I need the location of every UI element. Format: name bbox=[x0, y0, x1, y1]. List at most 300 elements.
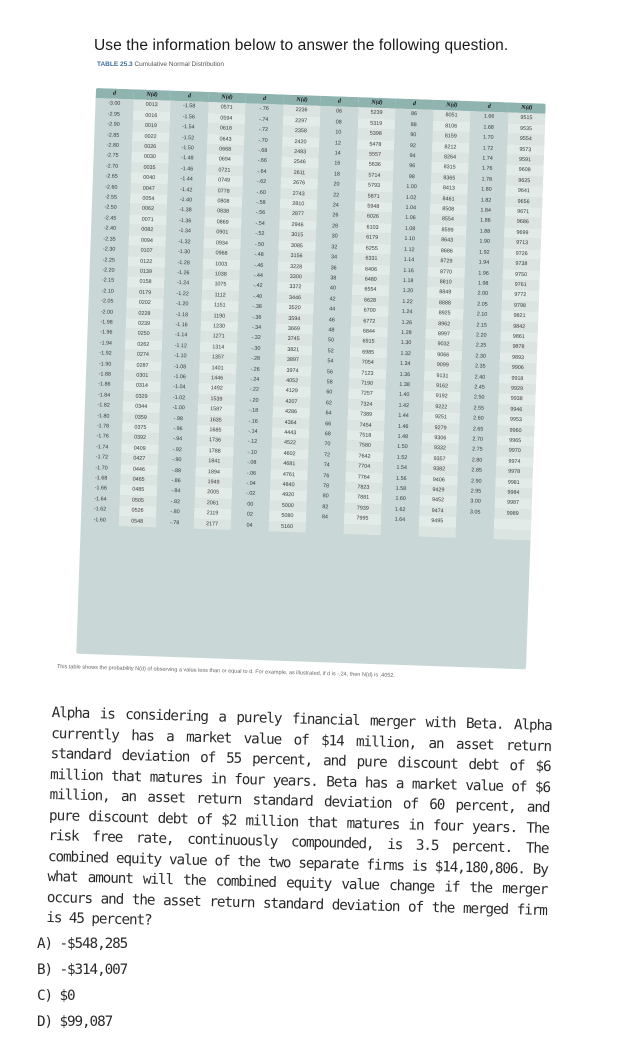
table-cell-nd: 6700 bbox=[351, 305, 389, 317]
table-cell-nd: 3745 bbox=[275, 334, 313, 346]
table-cell-d: -2.05 bbox=[101, 298, 114, 305]
table-cell-d: -1.54 bbox=[182, 124, 195, 131]
table-cell-d: 88 bbox=[410, 121, 417, 129]
table-cell-d: -.76 bbox=[259, 106, 269, 113]
table-cell-nd: 9032 bbox=[425, 339, 463, 351]
table-cell-nd: 9965 bbox=[496, 435, 534, 447]
table-cell-nd: 4286 bbox=[272, 407, 310, 419]
table-cell-nd: 2946 bbox=[279, 219, 317, 231]
table-cell-nd: 8849 bbox=[426, 287, 464, 299]
table-cell-d: 96 bbox=[409, 163, 416, 170]
table-cell-nd: 7642 bbox=[346, 451, 384, 463]
table-column-header: N(d) bbox=[208, 92, 246, 104]
table-cell-d: 86 bbox=[410, 111, 418, 118]
table-cell-d: 1.34 bbox=[399, 360, 411, 368]
table-cell-nd: 3228 bbox=[277, 261, 315, 273]
table-cell-d: -2.30 bbox=[102, 246, 116, 253]
table-cell-d: 1.90 bbox=[479, 238, 490, 246]
table-cell-d: -.98 bbox=[173, 415, 184, 422]
table-cell-d: -1.00 bbox=[172, 405, 185, 412]
table-column-header: d bbox=[171, 91, 209, 103]
table-cell-nd: 3446 bbox=[276, 292, 314, 304]
table-cell-d: -.44 bbox=[253, 272, 264, 279]
table-cell-nd: 0016 bbox=[132, 110, 170, 122]
table-cell-nd: 9306 bbox=[421, 433, 459, 445]
table-cell-nd: 7389 bbox=[347, 409, 385, 421]
table-cell-nd: 9222 bbox=[422, 401, 460, 413]
table-cell-nd: 9699 bbox=[504, 227, 542, 239]
table-cell-nd: 0047 bbox=[130, 183, 168, 195]
table-cell-d: 78 bbox=[322, 483, 330, 490]
table-cell-nd: 6985 bbox=[349, 347, 387, 359]
table-cell-nd: 9878 bbox=[500, 342, 538, 354]
answer-letter: D) bbox=[37, 1014, 53, 1030]
table-cell-d: -.82 bbox=[170, 498, 181, 506]
table-cell-d: -.92 bbox=[172, 446, 182, 454]
table-cell-nd: 0062 bbox=[129, 204, 167, 216]
table-cell-d: -.88 bbox=[171, 467, 182, 474]
table-cell-d: -.84 bbox=[170, 488, 181, 495]
table-cell-nd: 0262 bbox=[124, 339, 162, 351]
table-cell-nd: 7995 bbox=[343, 513, 381, 525]
table-cell-nd: 9978 bbox=[495, 466, 533, 478]
table-cell-d: -.12 bbox=[247, 438, 258, 446]
table-cell-nd: 6406 bbox=[352, 264, 390, 276]
table-cell-nd: 5871 bbox=[355, 191, 393, 203]
table-cell-d: -.74 bbox=[258, 116, 269, 123]
table-cell-d: 1.94 bbox=[478, 259, 490, 266]
table-cell-nd: 4681 bbox=[270, 459, 308, 471]
table-cell-d: -1.74 bbox=[95, 444, 109, 451]
table-cell-nd: 5000 bbox=[269, 500, 307, 512]
table-cell-nd: 0594 bbox=[207, 113, 245, 125]
table-cell-d: 24 bbox=[332, 202, 339, 209]
table-cell-d: -.80 bbox=[170, 509, 180, 516]
table-cell-d: -1.20 bbox=[175, 301, 189, 308]
table-cell-nd: 2877 bbox=[279, 209, 317, 221]
table-cell-nd: 1492 bbox=[198, 383, 236, 395]
table-cell-d: -2.35 bbox=[103, 236, 116, 243]
table-cell-d: 76 bbox=[323, 472, 330, 480]
table-cell-nd: 4761 bbox=[270, 469, 308, 481]
table-cell-nd: 1736 bbox=[196, 435, 234, 447]
table-cell-nd: 9192 bbox=[423, 391, 461, 403]
table-cell-nd: 9798 bbox=[501, 300, 539, 312]
table-cell-d: 2.30 bbox=[475, 353, 486, 360]
table-cell-nd: 6554 bbox=[351, 284, 389, 296]
table-cell-d: 2.50 bbox=[473, 394, 485, 402]
table-cell-nd: 8888 bbox=[426, 297, 464, 309]
table-cell-d: -.32 bbox=[251, 334, 261, 342]
table-cell-d: -1.64 bbox=[94, 496, 107, 503]
table-cell-nd: 1539 bbox=[198, 394, 236, 406]
table-cell-d: 1.60 bbox=[395, 496, 406, 503]
table-cell-nd: 0392 bbox=[121, 433, 159, 445]
table-cell-d: -2.65 bbox=[105, 173, 118, 181]
table-cell-d: -1.36 bbox=[178, 217, 192, 225]
table-cell-d: -1.60 bbox=[93, 516, 106, 524]
table-cell-nd: 9429 bbox=[419, 485, 457, 497]
table-cell-nd: 4522 bbox=[271, 438, 309, 450]
table-cell-d: -1.50 bbox=[181, 145, 194, 152]
table-cell-nd: 9929 bbox=[498, 383, 536, 395]
table-cell-d: -1.18 bbox=[175, 311, 189, 318]
table-column-header: N(d) bbox=[358, 97, 396, 109]
table-cell-nd: 9686 bbox=[504, 217, 542, 229]
table-cell-nd: 0427 bbox=[120, 453, 158, 465]
table-cell-d: -.48 bbox=[254, 251, 264, 259]
table-cell-nd: 0409 bbox=[121, 443, 159, 455]
table-cell-nd: 7123 bbox=[349, 368, 387, 380]
table-cell-nd: 3372 bbox=[276, 282, 314, 294]
table-cell-nd: 9131 bbox=[423, 370, 461, 382]
table-cell-d: -2.00 bbox=[100, 308, 114, 316]
table-cell-nd: 4443 bbox=[271, 427, 309, 439]
table-cell-nd: 0778 bbox=[205, 186, 243, 198]
table-cell-nd: 0202 bbox=[126, 297, 164, 309]
table-cell-d: 1.92 bbox=[478, 249, 490, 256]
table-cell-nd: 3897 bbox=[274, 355, 312, 367]
table-cell-d: 2.10 bbox=[476, 311, 488, 318]
table-cell-nd: 0808 bbox=[204, 196, 242, 208]
table-cell-d: -2.90 bbox=[107, 121, 120, 129]
table-cell-nd: 9960 bbox=[497, 425, 535, 437]
table-cell-d: -1.16 bbox=[175, 321, 188, 329]
table-cell-d: -.70 bbox=[258, 137, 268, 144]
table-cell-nd: 9738 bbox=[502, 258, 540, 270]
table-cell-d: 1.32 bbox=[400, 350, 412, 357]
table-cell-d: 1.38 bbox=[399, 381, 410, 389]
table-cell-d: 2.40 bbox=[474, 373, 486, 381]
table-cell-nd: 9554 bbox=[507, 134, 545, 146]
table-cell-nd: 5636 bbox=[356, 160, 394, 172]
table-cell-nd: 0934 bbox=[203, 238, 241, 250]
table-cell-d: -1.08 bbox=[173, 363, 187, 370]
table-cell-nd: 1446 bbox=[198, 373, 236, 385]
table-cell-nd: 3085 bbox=[278, 240, 316, 252]
table-cell-d: 2.35 bbox=[474, 363, 486, 370]
table-cell-nd: 8729 bbox=[427, 256, 465, 268]
table-cell-nd: 6844 bbox=[350, 326, 388, 338]
table-cell-d: 04 bbox=[246, 522, 253, 529]
table-cell-d: -1.56 bbox=[182, 113, 196, 121]
table-cell-d: 56 bbox=[326, 368, 334, 376]
table-cell-nd: 1587 bbox=[197, 404, 235, 416]
table-cell-d: 72 bbox=[323, 451, 331, 459]
table-cell-nd: 0505 bbox=[119, 495, 157, 507]
table-cell-nd: 6480 bbox=[352, 274, 390, 286]
table-cell-nd: 9987 bbox=[494, 498, 532, 510]
table-cell-nd: 7881 bbox=[344, 492, 382, 504]
table-cell-d: -.06 bbox=[246, 470, 257, 477]
table-cell-d: 44 bbox=[329, 306, 336, 313]
table-cell-nd: 0139 bbox=[127, 266, 165, 278]
table-cell-nd bbox=[343, 524, 381, 536]
table-cell-d: 98 bbox=[408, 173, 415, 181]
table-column-header: N(d) bbox=[433, 100, 471, 112]
table-cell-nd: 0082 bbox=[128, 225, 166, 237]
table-cell-nd: 0314 bbox=[123, 381, 161, 393]
table-cell-nd: 3974 bbox=[274, 365, 312, 377]
table-cell-nd: 6331 bbox=[353, 253, 391, 265]
table-cell-nd: 0668 bbox=[206, 144, 244, 156]
table-cell-d: -.58 bbox=[256, 199, 266, 207]
table-cell-d: 18 bbox=[333, 171, 340, 178]
table-cell-d: -2.20 bbox=[102, 267, 115, 274]
table-cell-nd: 3669 bbox=[275, 323, 313, 335]
table-cell-nd: 8643 bbox=[428, 235, 466, 247]
table-cell-d: 1.02 bbox=[405, 194, 417, 201]
table-cell-d: -1.34 bbox=[178, 228, 192, 235]
table-cell-d: 50 bbox=[327, 337, 335, 344]
table-cell-d: 66 bbox=[325, 420, 332, 428]
table-cell-d: 1.48 bbox=[397, 433, 409, 441]
table-cell-nd: 9279 bbox=[422, 422, 460, 434]
table-cell-d: -.64 bbox=[257, 168, 267, 175]
table-cell-nd: 1894 bbox=[195, 466, 233, 478]
table-cell-d: -.14 bbox=[248, 428, 258, 435]
table-cell-d: -2.55 bbox=[104, 194, 118, 201]
table-cell-d: 00 bbox=[247, 501, 254, 508]
table-cell-nd: 1685 bbox=[196, 425, 234, 437]
table-cell-nd: 5714 bbox=[355, 170, 393, 182]
table-cell-nd: 3821 bbox=[274, 344, 312, 356]
table-cell-d: -1.92 bbox=[99, 350, 112, 357]
table-cell-d: 1.12 bbox=[403, 246, 415, 253]
table-cell-nd: 2358 bbox=[282, 126, 320, 138]
table-cell-d: -1.72 bbox=[95, 454, 109, 461]
table-cell-nd: 7704 bbox=[345, 461, 383, 473]
table-cell-d: 68 bbox=[324, 431, 331, 438]
table-cell-nd: 0030 bbox=[131, 152, 169, 164]
table-cell-nd: 0107 bbox=[128, 245, 166, 257]
table-cell-d: -.24 bbox=[249, 376, 260, 383]
table-cell-nd: 8508 bbox=[429, 204, 467, 216]
table-cell-d: 2.70 bbox=[472, 436, 484, 443]
table-cell-d: 30 bbox=[331, 233, 338, 240]
table-cell-d: -1.82 bbox=[97, 402, 110, 409]
table-cell-nd: 2420 bbox=[282, 136, 320, 148]
table-cell-nd: 9251 bbox=[422, 412, 460, 424]
table-cell-nd: 9984 bbox=[494, 487, 532, 499]
table-cell-nd: 9970 bbox=[496, 446, 534, 458]
table-cell-d: 1.06 bbox=[405, 215, 416, 222]
table-cell-nd: 9861 bbox=[500, 331, 538, 343]
table-cell-nd: 5557 bbox=[356, 149, 394, 161]
table-cell-d: 54 bbox=[327, 358, 334, 365]
table-cell-d: 38 bbox=[330, 275, 337, 282]
table-cell-nd: 8770 bbox=[427, 266, 465, 278]
table-cell-nd: 8212 bbox=[431, 141, 469, 153]
table-cell-d: -.26 bbox=[250, 366, 260, 373]
table-cell-nd: 2546 bbox=[281, 157, 319, 169]
table-cell-nd: 9713 bbox=[503, 238, 541, 250]
table-cell-nd: 9761 bbox=[502, 279, 540, 291]
table-cell-d: -1.28 bbox=[177, 259, 190, 266]
table-cell-d: 46 bbox=[328, 316, 335, 324]
table-body bbox=[81, 98, 546, 540]
table-cell-nd: 0485 bbox=[119, 485, 157, 497]
table-cell-d: 1.14 bbox=[403, 256, 415, 264]
table-cell-nd: 7580 bbox=[346, 440, 384, 452]
table-cell-nd bbox=[418, 526, 456, 538]
table-cell-d: -.36 bbox=[252, 314, 262, 321]
answer-option-a[interactable] bbox=[37, 931, 127, 957]
table-cell-nd: 3594 bbox=[275, 313, 313, 325]
table-cell-d: -.78 bbox=[169, 519, 180, 526]
table-cell-d: -2.70 bbox=[105, 163, 119, 170]
table-cell-nd: 1401 bbox=[199, 362, 237, 374]
table-cell-nd: 7190 bbox=[348, 378, 386, 390]
table-cell-d: -1.32 bbox=[178, 238, 191, 246]
table-cell-nd: 0274 bbox=[124, 349, 162, 361]
table-cell-nd: 8106 bbox=[432, 121, 470, 133]
table-cell-nd: 9573 bbox=[506, 144, 544, 156]
table-cell-nd: 0329 bbox=[123, 391, 161, 403]
table-cell-nd: 0094 bbox=[128, 235, 166, 247]
table-cell-d: -.20 bbox=[249, 397, 259, 404]
table-cell-nd: 9066 bbox=[424, 349, 462, 361]
table-cell-d: -1.78 bbox=[96, 423, 110, 430]
table-cell-d: 1.24 bbox=[401, 308, 413, 316]
table-cell-d: -.38 bbox=[252, 303, 262, 311]
table-caption-title: Cumulative Normal Distribution bbox=[134, 61, 225, 68]
answer-option-d[interactable] bbox=[37, 1009, 127, 1035]
table-cell-d: -1.02 bbox=[172, 394, 186, 402]
table-cell-nd: 9495 bbox=[418, 516, 456, 528]
table-cell-nd: 5239 bbox=[358, 108, 396, 120]
table-cell-nd: 9452 bbox=[419, 495, 457, 507]
table-cell-nd: 8997 bbox=[425, 329, 463, 341]
table-cell-nd: 8159 bbox=[432, 131, 470, 143]
table-cell-nd: 0019 bbox=[132, 121, 170, 133]
table-cell-d: 74 bbox=[323, 462, 330, 469]
table-cell-nd: 8925 bbox=[426, 308, 464, 320]
table-cell-d: 62 bbox=[325, 399, 332, 407]
table-cell-nd: 9535 bbox=[507, 123, 545, 135]
table-cell-nd: 0618 bbox=[207, 123, 245, 135]
table-cell-d: 08 bbox=[335, 119, 342, 126]
table-cell-nd: 7764 bbox=[345, 472, 383, 484]
table-cell-nd: 0054 bbox=[129, 193, 167, 205]
table-cell-nd: 1788 bbox=[196, 446, 234, 458]
table-cell-nd: 9406 bbox=[420, 474, 458, 486]
table-cell-nd: 1949 bbox=[195, 477, 233, 489]
table-cell-d: 02 bbox=[246, 511, 254, 518]
table-cell-d: 1.56 bbox=[395, 475, 407, 482]
table-cell-nd: 8554 bbox=[429, 214, 467, 226]
table-cell-nd: 6628 bbox=[351, 295, 389, 307]
table-cell-nd: 9953 bbox=[497, 414, 535, 426]
table-cell-d: 1.44 bbox=[398, 412, 409, 420]
answer-value: $0 bbox=[59, 988, 75, 1004]
table-cell-nd: 9906 bbox=[499, 362, 537, 374]
table-cell-nd: 0239 bbox=[125, 318, 163, 330]
table-cell-nd: 1112 bbox=[201, 290, 239, 302]
table-cell-nd: 0526 bbox=[119, 505, 157, 517]
table-cell-nd: 0040 bbox=[130, 173, 168, 185]
table-cell-nd: 6255 bbox=[353, 243, 391, 255]
table-cell-d: 1.80 bbox=[481, 186, 492, 194]
table-cell-nd: 9750 bbox=[502, 269, 540, 281]
table-cell-d: 1.82 bbox=[480, 197, 492, 204]
table-cell-d: -1.80 bbox=[97, 412, 110, 420]
table-cell-nd bbox=[493, 529, 531, 541]
table-cell-d: -1.70 bbox=[95, 464, 108, 472]
table-cell-d: -1.68 bbox=[94, 475, 108, 482]
table-cell-d: 1.86 bbox=[479, 217, 491, 225]
table-cell-d: 94 bbox=[409, 153, 416, 160]
table-cell-d: -1.88 bbox=[98, 371, 111, 378]
table-cell-d: 1.46 bbox=[397, 423, 409, 430]
table-cell-d: 34 bbox=[330, 254, 338, 261]
intro-text: Use the information below to answer the following question. bbox=[94, 37, 509, 54]
table-cell-d: -.40 bbox=[252, 293, 263, 300]
table-cell-d: -1.66 bbox=[94, 485, 108, 493]
table-cell-d: 1.58 bbox=[395, 485, 407, 493]
table-cell-d: -1.86 bbox=[98, 381, 111, 389]
table-cell-d: 32 bbox=[331, 243, 338, 251]
table-cell-nd: 5319 bbox=[357, 118, 395, 130]
table-cell-d: 1.72 bbox=[482, 145, 494, 152]
table-column-header: d bbox=[395, 98, 433, 110]
table-cell-nd: 0359 bbox=[122, 412, 160, 424]
answer-value: -$548,285 bbox=[59, 936, 128, 952]
table-cell-d: 82 bbox=[322, 503, 329, 511]
table-cell-nd: 9162 bbox=[423, 381, 461, 393]
table-cell-nd: 9671 bbox=[504, 206, 542, 218]
table-cell-nd: 8810 bbox=[427, 277, 465, 289]
table-cell-d: -1.38 bbox=[179, 207, 192, 214]
table-cell-nd: 5478 bbox=[357, 139, 395, 151]
table-cell-d: -.86 bbox=[171, 477, 181, 485]
table-cell-nd: 1075 bbox=[202, 279, 240, 291]
table-cell-d: 90 bbox=[410, 132, 417, 139]
table-cell-nd: 2061 bbox=[194, 498, 232, 510]
table-cell-nd: 1003 bbox=[202, 258, 240, 270]
table-cell-d: 28 bbox=[331, 223, 339, 230]
table-cell-d: 2.90 bbox=[470, 477, 482, 485]
table-cell-d: 1.76 bbox=[481, 165, 493, 173]
table-cell-d: 2.65 bbox=[472, 425, 484, 433]
table-cell-d: -.46 bbox=[253, 262, 264, 269]
normal-distribution-table bbox=[76, 88, 545, 669]
answer-option-b[interactable] bbox=[37, 957, 127, 983]
answer-value: -$314,007 bbox=[59, 962, 128, 978]
answer-value: $99,087 bbox=[59, 1014, 113, 1030]
table-cell-nd: 9099 bbox=[424, 360, 462, 372]
answer-option-c[interactable] bbox=[37, 983, 127, 1009]
table-cell-nd: 1271 bbox=[200, 331, 238, 343]
table-cell-d: 84 bbox=[321, 514, 329, 521]
table-cell-nd: 0375 bbox=[121, 422, 159, 434]
table-cell-nd: 9842 bbox=[500, 321, 538, 333]
table-cell-nd: 9989 bbox=[494, 508, 532, 520]
table-cell-nd: 3015 bbox=[278, 230, 316, 242]
table-cell-d: -1.30 bbox=[177, 249, 191, 256]
table-cell-nd: 6179 bbox=[353, 232, 391, 244]
table-cell-nd: 9625 bbox=[505, 175, 543, 187]
table-cell-nd: 8413 bbox=[430, 183, 468, 195]
table-cell-nd: 0287 bbox=[124, 360, 162, 372]
table-cell-nd: 1038 bbox=[202, 269, 240, 281]
table-cell-d: 1.08 bbox=[404, 225, 416, 233]
table-cell-d: 1.78 bbox=[481, 176, 493, 183]
table-cell-nd: 0158 bbox=[127, 277, 165, 289]
table-cell-d: 26 bbox=[332, 212, 339, 220]
table-cell-d: -.90 bbox=[172, 457, 182, 464]
table-cell-nd: 0250 bbox=[125, 329, 163, 341]
